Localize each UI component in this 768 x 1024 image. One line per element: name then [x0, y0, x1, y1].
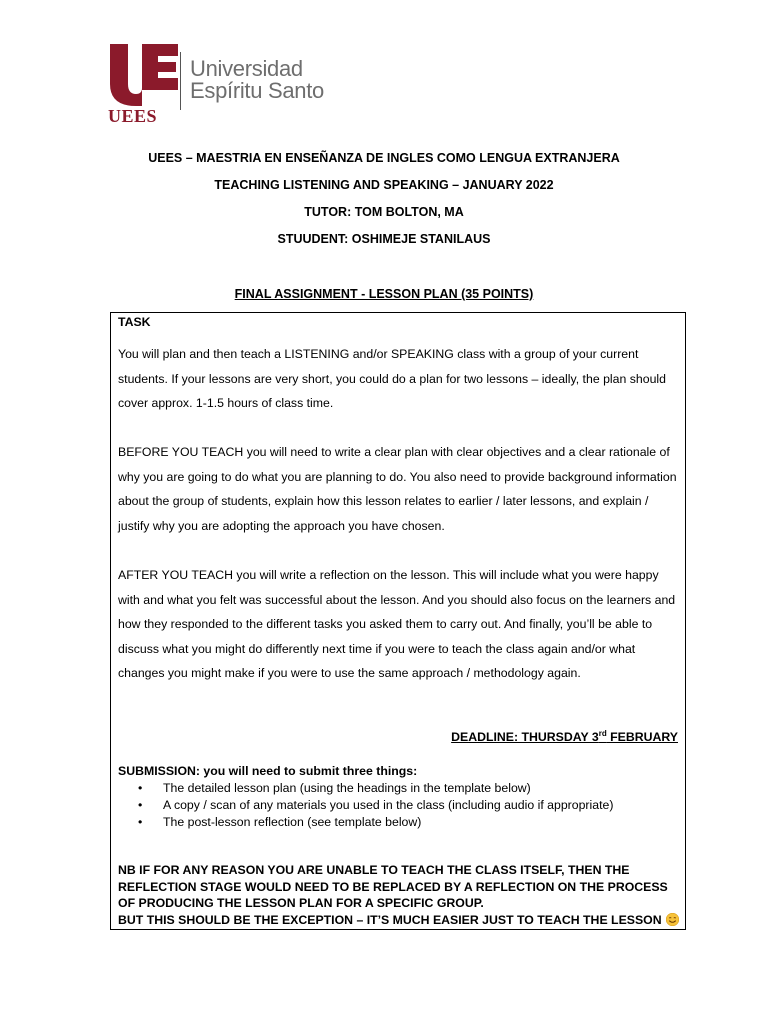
- list-item-text: The post-lesson reflection (see template below): [163, 815, 422, 829]
- logo-name-line2: Espíritu Santo: [190, 78, 324, 103]
- logo-name-line1: Universidad: [190, 56, 303, 81]
- submission-text: SUBMISSION: you will need to submit three things:: [118, 764, 418, 778]
- logo-mark-text: UEES: [108, 106, 158, 124]
- logo-university-name: [190, 58, 324, 102]
- submission-list: [138, 780, 614, 831]
- deadline-superscript: rd: [598, 729, 607, 738]
- deadline-suffix: FEBRUARY: [606, 730, 678, 745]
- task-label: TASK: [118, 315, 151, 329]
- task-paragraph-1: You will plan and then teach a LISTENING and/or SPEAKING class with a group of your current students. If your lessons are very short, you could do a plan for two lessons – ideally, the plan should cover approx. 1-1.5 hours of class time.: [118, 347, 666, 410]
- submission-intro: [118, 764, 680, 778]
- header-student: STUUDENT: OSHIMEJE STANILAUS: [277, 232, 491, 246]
- task-paragraph-2: BEFORE YOU TEACH you will need to write a clear plan with clear objectives and a clear rationale of why you are going to do what you are planning to do. You also need to provide background information about the group of students, explain how this lesson relates to earlier / later lessons, and explain / justify why you are adopting the approach you have chosen.: [118, 445, 677, 533]
- deadline: [451, 729, 678, 744]
- list-item: [138, 814, 613, 831]
- exception-text: BUT THIS SHOULD BE THE EXCEPTION – IT’S MUCH EASIER JUST TO TEACH THE LESSON: [118, 912, 662, 927]
- list-item-text: A copy / scan of any materials you used in the class (including audio if appropriate): [163, 798, 614, 812]
- header-course: TEACHING LISTENING AND SPEAKING – JANUARY 2022: [214, 178, 554, 192]
- task-paragraph-3: AFTER YOU TEACH you will write a reflection on the lesson. This will include what you were happy with and what you felt was successful about the lesson. And you should also focus on the learners and how they responded to the different tasks you asked them to carry out. And finally, you’ll be able to discuss what you might do differently next time if you were to teach the class again and/or what changes you might make if you were to use the same approach / methodology again.: [118, 568, 676, 680]
- smiling-face-icon: [666, 913, 679, 926]
- bullet-icon: •: [138, 781, 143, 795]
- deadline-prefix: DEADLINE: THURSDAY 3: [451, 730, 599, 745]
- task-box: [110, 312, 686, 930]
- list-item-text: The detailed lesson plan (using the headings in the template below): [163, 781, 531, 795]
- nb-text: NB IF FOR ANY REASON YOU ARE UNABLE TO TEACH THE CLASS ITSELF, THEN THE REFLECTION STAGE WOULD NEED TO BE REPLACED BY A REFLECTION ON THE PROCESS OF PRODUCING THE LESSON PLAN FOR A SPECIFIC GROUP.: [118, 863, 668, 910]
- bullet-icon: •: [138, 798, 143, 812]
- nb-note: [118, 862, 680, 928]
- bullet-icon: •: [138, 815, 143, 829]
- section-title: FINAL ASSIGNMENT - LESSON PLAN (35 POINTS): [234, 287, 534, 301]
- logo-divider: [180, 52, 181, 110]
- header-program: UEES – MAESTRIA EN ENSEÑANZA DE INGLES COMO LENGUA EXTRANJERA: [148, 151, 620, 165]
- header-tutor: TUTOR: TOM BOLTON, MA: [304, 205, 464, 219]
- uees-logo-mark: [108, 42, 180, 124]
- list-item: [138, 797, 614, 814]
- list-item: [138, 780, 613, 797]
